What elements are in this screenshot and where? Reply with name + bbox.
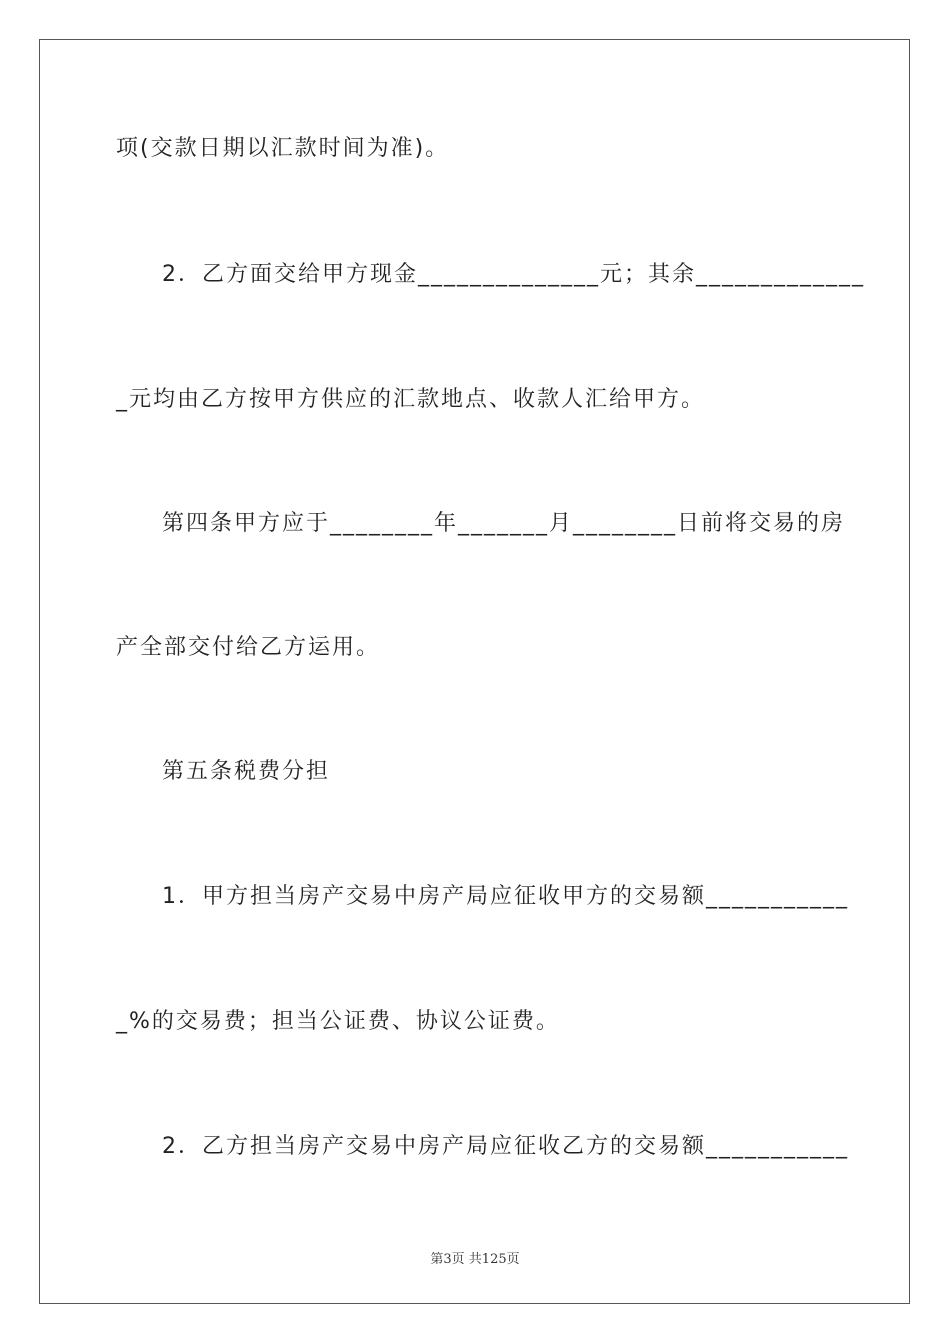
page-footer: 第3页 共125页 — [430, 1252, 520, 1267]
text-line-3: _元均由乙方按甲方供应的汇款地点、收款人汇给甲方。 — [116, 387, 706, 412]
text-line-7: 1．甲方担当房产交易中房产局应征收甲方的交易额___________ — [162, 884, 849, 909]
text-line-9: 2．乙方担当房产交易中房产局应征收乙方的交易额___________ — [162, 1134, 849, 1159]
text-line-5: 产全部交付给乙方运用。 — [116, 635, 381, 660]
section-heading-tax: 第五条税费分担 — [162, 759, 331, 784]
page-border — [39, 39, 910, 1304]
text-line-8: _%的交易费；担当公证费、协议公证费。 — [116, 1009, 560, 1034]
text-line-1: 项(交款日期以汇款时间为准)。 — [116, 136, 450, 161]
text-line-4: 第四条甲方应于________年_______月________日前将交易的房 — [162, 511, 846, 536]
text-line-2: 2．乙方面交给甲方现金______________元；其余_____________ — [162, 262, 865, 287]
